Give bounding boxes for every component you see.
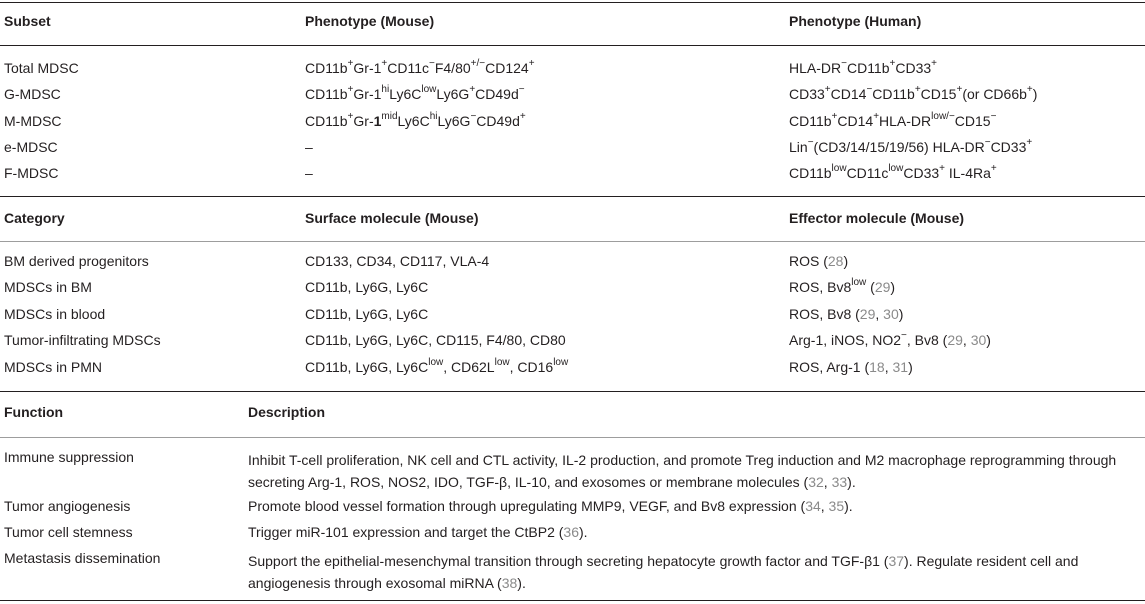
function-name: Tumor cell stemness — [4, 524, 133, 540]
top-rule — [0, 2, 1145, 3]
citation: 34 — [805, 498, 821, 514]
category-name: MDSCs in PMN — [4, 359, 103, 375]
effector-molecule-header: Effector molecule (Mouse) — [789, 210, 965, 226]
mouse-phenotype: $CD11b^+Gr-1^{mid}Ly6C^{hi}Ly6G^-CD49d^+$ — [305, 111, 526, 129]
human-phenotype: $CD11b^{low}CD11c^{low}CD33^+$ IL-4Ra+ — [789, 163, 997, 181]
subset-name: G-MDSC — [4, 86, 61, 102]
function-description: Support the epithelial-mesenchymal transition through secreting hepatocyte growth factor and TGF-β1 (37). Regulate resident cell and angiogenesis through exosomal miRNA (38). — [248, 553, 1079, 591]
function-name: Metastasis dissemination — [4, 550, 161, 566]
effector-molecules: ROS, Arg-1 (18, 31) — [789, 359, 913, 375]
effector-molecules: ROS, $Bv8^{low}$ (29) — [789, 277, 896, 295]
function-description: Trigger miR-101 expression and target the CtBP2 (36). — [248, 524, 588, 540]
citation: 38 — [501, 575, 518, 591]
effector-molecules: ROS, Bv8 (29, 30) — [789, 306, 904, 322]
citation: 37 — [888, 553, 905, 569]
function-name: Tumor angiogenesis — [4, 498, 131, 514]
function-header: Function — [4, 404, 64, 420]
category-header-rule — [0, 241, 1145, 242]
citation: 29 — [874, 279, 891, 295]
effector-molecules: ROS (28) — [789, 253, 849, 269]
phenotype-mouse-header: Phenotype (Mouse) — [305, 13, 435, 29]
human-phenotype: CD33+CD14−CD11b+CD15+(or CD66b+) — [789, 84, 1038, 102]
function-description: Promote blood vessel formation through upregulating MMP9, VEGF, and Bv8 expression (34, 35). — [248, 498, 853, 514]
category-name: Tumor-infiltrating MDSCs — [4, 332, 161, 348]
citation: 30 — [970, 332, 987, 348]
citation: 31 — [892, 359, 909, 375]
function-description: Inhibit T-cell proliferation, NK cell and CTL activity, IL-2 production, and promote Treg induction and M2 macrophage reprogramming through secreting Arg-1, ROS, NOS2, IDO, TGF-β, IL-10, and exosomes or membrane molecules (32, 33). — [248, 452, 1117, 490]
mouse-phenotype: – — [305, 139, 313, 155]
surface-molecules: CD11b, Ly6G, Ly6C — [305, 279, 429, 295]
category-name: MDSCs in blood — [4, 306, 106, 322]
citation: 35 — [828, 498, 845, 514]
subset-header: Subset — [4, 13, 51, 29]
surface-molecule-header: Surface molecule (Mouse) — [305, 210, 479, 226]
human-phenotype: Lin−(CD3/14/15/19/56) HLA-DR−CD33+ — [789, 137, 1033, 155]
surface-molecules: CD11b, Ly6G, $Ly6C^{low}$, $CD62L^{low}$, $CD16^{low}$ — [305, 357, 569, 375]
subset-name: M-MDSC — [4, 113, 62, 129]
citation: 30 — [883, 306, 899, 322]
human-phenotype: HLA-DR−CD11b+CD33+ — [789, 58, 937, 76]
citation: 28 — [827, 253, 844, 269]
description-header: Description — [248, 404, 326, 420]
surface-molecules: CD11b, Ly6G, Ly6C, CD115, F4/80, CD80 — [305, 332, 566, 348]
subset-name: Total MDSC — [4, 60, 79, 76]
category-top-rule — [0, 196, 1145, 197]
subset-header-rule — [0, 45, 1145, 46]
surface-molecules: CD133, CD34, CD117, VLA-4 — [305, 253, 490, 269]
mouse-phenotype: $CD11b^+Gr-1^{hi}Ly6C^{low}Ly6G^+CD49d^-$ — [305, 84, 525, 102]
citation: 29 — [947, 332, 963, 348]
subset-name: e-MDSC — [4, 139, 58, 155]
category-name: BM derived progenitors — [4, 253, 149, 269]
citation: 36 — [563, 524, 579, 540]
effector-molecules: Arg-1, iNOS, NO2−, Bv8 (29, 30) — [789, 330, 991, 348]
surface-molecules: CD11b, Ly6G, Ly6C — [305, 306, 429, 322]
mouse-phenotype: – — [305, 165, 313, 181]
subset-name: F-MDSC — [4, 165, 59, 181]
category-name: MDSCs in BM — [4, 279, 92, 295]
function-header-rule — [0, 437, 1145, 438]
category-header: Category — [4, 210, 65, 226]
phenotype-human-header: Phenotype (Human) — [789, 13, 922, 29]
mouse-phenotype: CD11b+Gr-1+CD11c−F4/80+/−CD124+ — [305, 58, 535, 76]
citation: 33 — [831, 474, 848, 490]
function-name: Immune suppression — [4, 449, 134, 465]
citation: 29 — [859, 306, 876, 322]
citation: 32 — [808, 474, 824, 490]
human-phenotype: $CD11b^+CD14^+HLA-DR^{low/-}CD15^-$ — [789, 111, 997, 129]
bottom-rule — [0, 600, 1145, 601]
function-top-rule — [0, 391, 1145, 392]
citation: 18 — [869, 359, 885, 375]
